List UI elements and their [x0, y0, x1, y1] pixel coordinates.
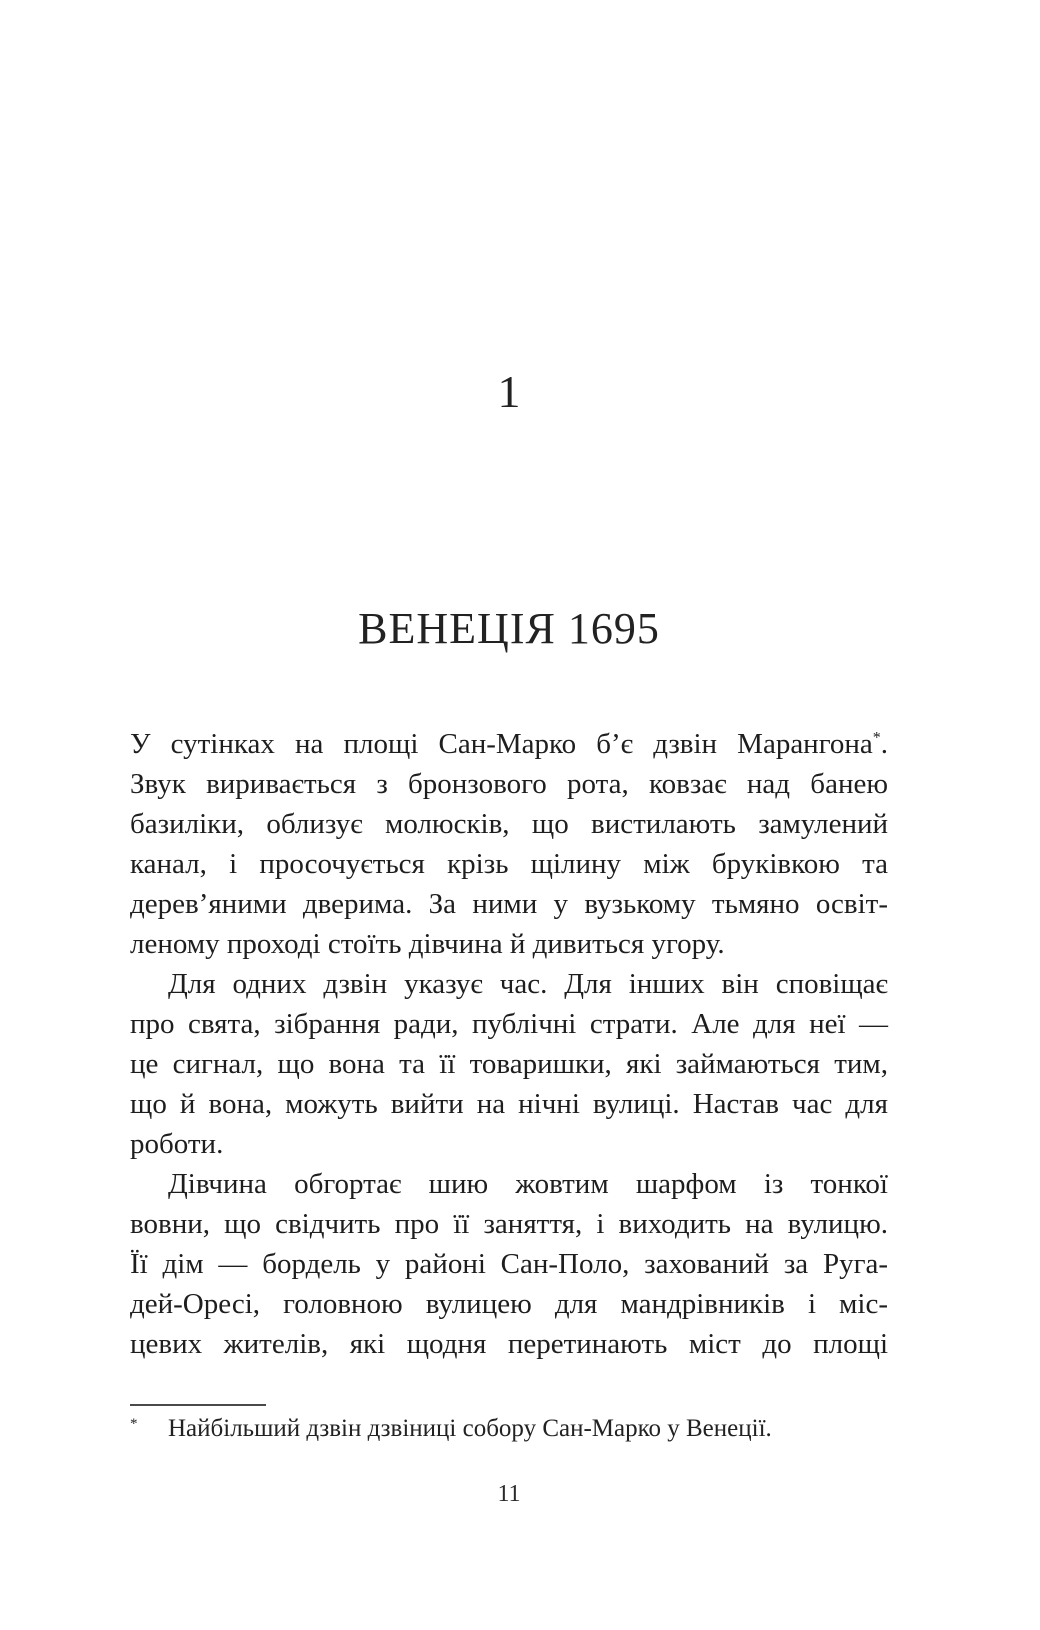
body-line: про свята, зібрання ради, публічні страти. Але для неї — — [130, 1008, 888, 1040]
body-line: вовни, що свідчить про її заняття, і виходить на вулицю. — [130, 1208, 888, 1240]
body-line: Дівчина обгортає шию жовтим шарфом із тонкої — [168, 1168, 888, 1200]
body-line: Звук виривається з бронзового рота, ковзає над банею — [130, 768, 888, 800]
chapter-title: ВЕНЕЦІЯ 1695 — [358, 604, 660, 653]
body-line: це сигнал, що вона та її товаришки, які займаються тим, — [130, 1048, 888, 1080]
body-line: роботи. — [130, 1128, 224, 1160]
body-line: Її дім — бордель у районі Сан-Поло, захований за Руга- — [130, 1248, 888, 1280]
body-line: У сутінках на площі Сан-Марко б’є дзвін Марангона*. — [130, 728, 888, 760]
body-line: цевих жителів, які щодня перетинають міст до площі — [130, 1328, 888, 1360]
body-line: дей-Оресі, головною вулицею для мандрівників і міс- — [130, 1288, 888, 1320]
body-line: базиліки, облизує молюсків, що вистилають замулений — [130, 808, 888, 840]
body-line: леному проході стоїть дівчина й дивиться угору. — [130, 928, 725, 960]
body-line: що й вона, можуть вийти на нічні вулиці. Настав час для — [130, 1088, 888, 1120]
page-number: 11 — [497, 1481, 521, 1507]
footnote — [130, 1413, 888, 1445]
body-line: Для одних дзвін указує час. Для інших він сповіщає — [168, 968, 888, 1000]
footnote-marker: * — [130, 1416, 138, 1432]
footnote-ref-asterisk: * — [872, 729, 881, 747]
body-line: канал, і просочується крізь щілину між бруківкою та — [130, 848, 888, 880]
footnote-divider — [130, 1404, 266, 1406]
footnote-text: Найбільший дзвін дзвіниці собору Сан-Марко у Венеції. — [168, 1415, 772, 1442]
body-text — [130, 724, 888, 1364]
chapter-number: 1 — [497, 366, 521, 417]
body-line: дерев’яними дверима. За ними у вузькому тьмяно освіт- — [130, 888, 888, 920]
